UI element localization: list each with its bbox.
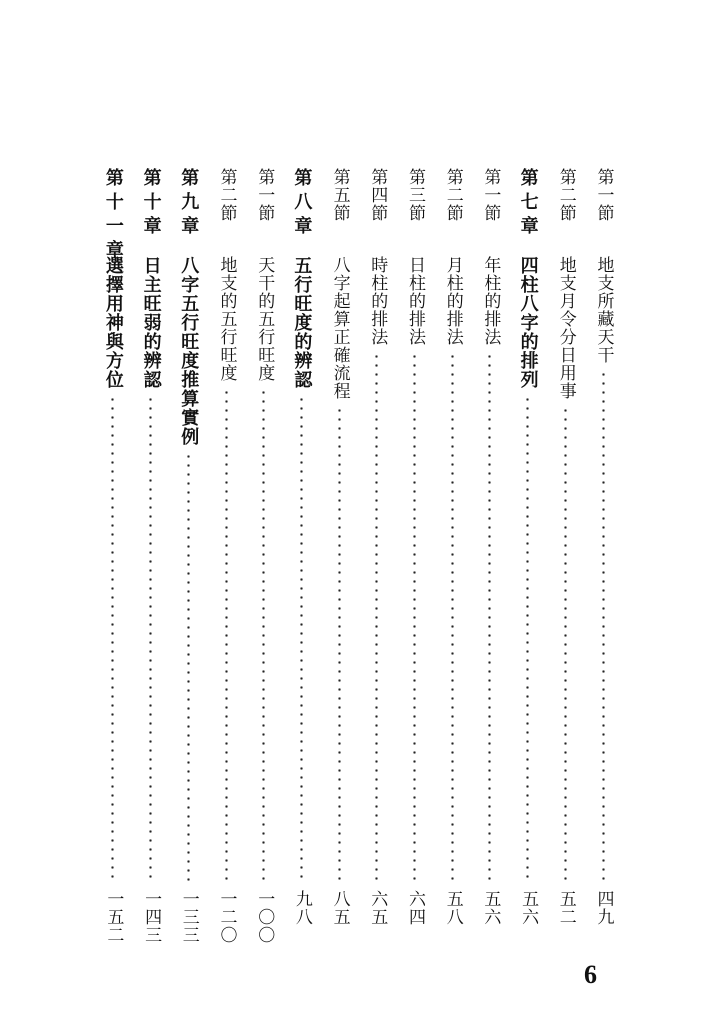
chapter-title: 八字五行旺度推算實例 xyxy=(178,256,200,446)
page-ref: 五六 xyxy=(480,890,501,926)
section-label: 第二節 xyxy=(442,168,463,222)
section-title: 地支月令分日用事 xyxy=(555,256,576,400)
page-ref: 一〇〇 xyxy=(254,890,275,944)
page-ref: 一二〇 xyxy=(216,890,237,944)
toc-chapter-entry xyxy=(98,168,128,948)
section-label: 第一節 xyxy=(593,168,614,222)
chapter-label: 第七章 xyxy=(517,168,539,240)
chapter-title: 四柱八字的排列 xyxy=(517,256,539,389)
chapter-title: 選擇用神與方位 xyxy=(102,256,124,389)
section-title: 年柱的排法 xyxy=(480,256,501,346)
toc-chapter-entry xyxy=(286,168,316,948)
dot-leader xyxy=(602,370,605,882)
section-label: 第二節 xyxy=(216,168,237,222)
chapter-label: 第九章 xyxy=(178,168,200,240)
page-ref: 五八 xyxy=(442,890,463,926)
toc-section-entry xyxy=(249,168,279,948)
toc-chapter-entry xyxy=(136,168,166,948)
dot-leader xyxy=(413,352,416,882)
chapter-label: 第八章 xyxy=(291,168,313,240)
dot-leader xyxy=(451,352,454,882)
section-title: 八字起算正確流程 xyxy=(329,256,350,400)
page-ref: 九八 xyxy=(291,890,312,926)
dot-leader xyxy=(225,388,228,882)
toc-section-entry xyxy=(400,168,430,948)
dot-leader xyxy=(526,395,529,882)
toc-chapter-entry xyxy=(513,168,543,948)
page-ref: 六五 xyxy=(367,890,388,926)
section-label: 第五節 xyxy=(329,168,350,222)
chapter-title: 五行旺度的辨認 xyxy=(291,256,313,389)
page-ref: 一四三 xyxy=(141,890,162,944)
dot-leader xyxy=(300,395,303,882)
dot-leader xyxy=(375,352,378,882)
section-title: 日柱的排法 xyxy=(405,256,425,346)
page-ref: 四九 xyxy=(593,890,614,926)
toc-section-entry xyxy=(324,168,354,948)
toc-chapter-entry xyxy=(173,168,203,948)
toc-section-entry xyxy=(588,168,618,948)
toc-section-entry xyxy=(475,168,505,948)
table-of-contents xyxy=(78,168,618,948)
page-ref: 八五 xyxy=(329,890,350,926)
dot-leader xyxy=(262,388,265,882)
section-title: 天干的五行旺度 xyxy=(254,256,275,382)
page-ref: 六四 xyxy=(405,890,425,926)
dot-leader xyxy=(187,452,190,882)
section-label: 第二節 xyxy=(555,168,576,222)
section-title: 月柱的排法 xyxy=(442,256,463,346)
dot-leader xyxy=(564,406,567,882)
dot-leader xyxy=(111,395,114,882)
toc-section-entry xyxy=(211,168,241,948)
page-ref: 一五二 xyxy=(103,890,124,944)
section-label: 第一節 xyxy=(254,168,275,222)
dot-leader xyxy=(488,352,491,882)
section-title: 時柱的排法 xyxy=(367,256,388,346)
page-ref: 五二 xyxy=(555,890,576,926)
section-label: 第四節 xyxy=(367,168,388,222)
section-label: 第一節 xyxy=(480,168,501,222)
section-title: 地支所藏天干 xyxy=(593,256,614,364)
dot-leader xyxy=(338,406,341,882)
section-title: 地支的五行旺度 xyxy=(216,256,237,382)
toc-section-entry xyxy=(362,168,392,948)
page-ref: 五六 xyxy=(518,890,539,926)
chapter-label: 第十一章 xyxy=(102,168,124,264)
section-label: 第三節 xyxy=(405,168,425,222)
page-number: 6 xyxy=(584,960,597,989)
toc-section-entry xyxy=(550,168,580,948)
chapter-label: 第十章 xyxy=(140,168,162,240)
toc-section-entry xyxy=(437,168,467,948)
chapter-title: 日主旺弱的辨認 xyxy=(140,256,162,389)
dot-leader xyxy=(149,395,152,882)
page-ref: 一三三 xyxy=(178,890,199,944)
